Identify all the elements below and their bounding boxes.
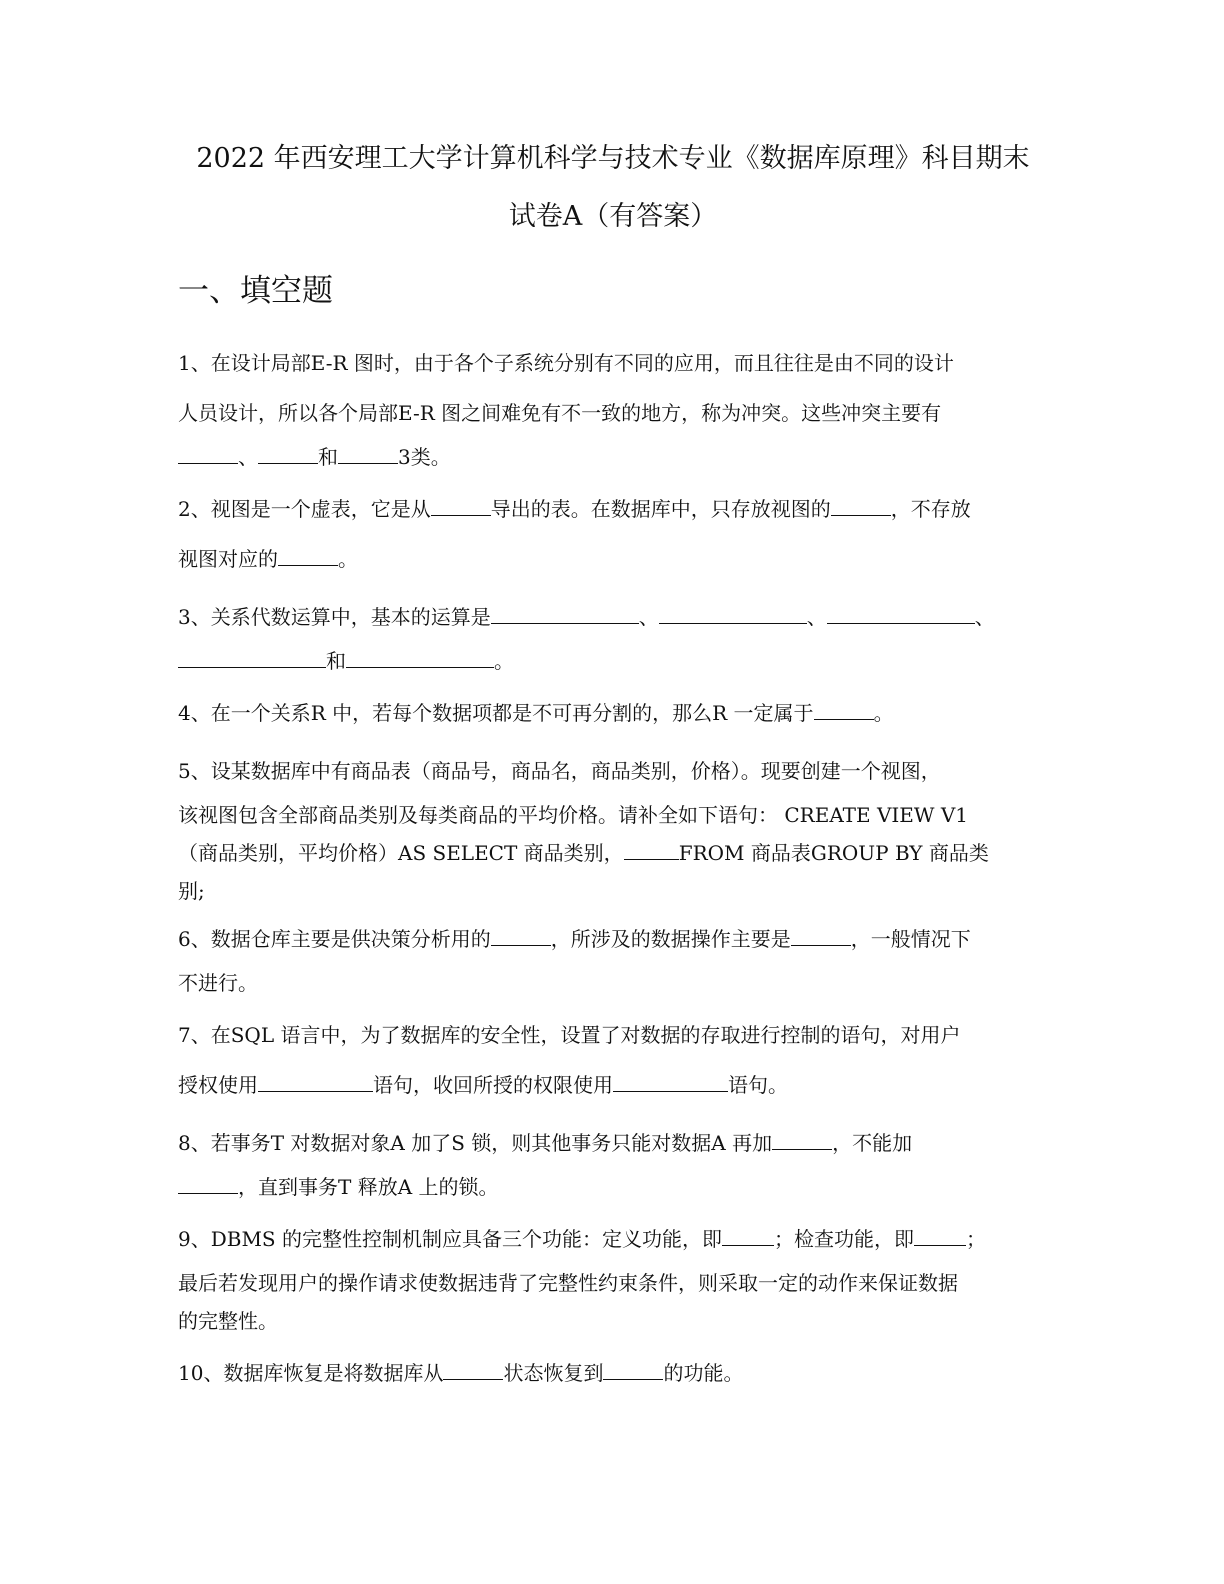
answer-blank[interactable]	[491, 927, 551, 946]
question-9: 9、DBMS 的完整性控制机制应具备三个功能：定义功能，即 ；检查功能，即 ； 最后若发现用户的操作请求使数据违背了完整性约束条件，则采取一定的动作来保证数据 的完整性。	[178, 1227, 986, 1333]
answer-blank[interactable]	[338, 445, 398, 464]
exam-title	[178, 130, 1048, 246]
answer-blank[interactable]	[814, 701, 874, 720]
question-6: 6、数据仓库主要是供决策分析用的 ，所涉及的数据操作主要是 ，一般情况下 不进行。	[178, 927, 971, 995]
answer-blank[interactable]	[258, 445, 318, 464]
answer-blank[interactable]	[659, 605, 807, 624]
answer-blank[interactable]	[827, 605, 975, 624]
answer-blank[interactable]	[346, 649, 494, 668]
answer-blank[interactable]	[722, 1227, 774, 1246]
answer-blank[interactable]	[831, 497, 891, 516]
answer-blank[interactable]	[613, 1073, 728, 1092]
question-4: 4、在一个关系R 中，若每个数据项都是不可再分割的，那么R 一定属于 。	[178, 701, 894, 725]
answer-blank[interactable]	[791, 927, 851, 946]
question-10: 10、数据库恢复是将数据库从 状态恢复到 的功能。	[178, 1361, 744, 1385]
answer-blank[interactable]	[178, 1175, 238, 1194]
answer-blank[interactable]	[178, 649, 326, 668]
answer-blank[interactable]	[443, 1361, 503, 1380]
question-3: 3、关系代数运算中，基本的运算是 、 、 、 和 。	[178, 605, 995, 673]
answer-blank[interactable]	[772, 1131, 832, 1150]
question-5: 5、设某数据库中有商品表（商品号，商品名，商品类别，价格）。现要创建一个视图， 该视图包含全部商品类别及每类商品的平均价格。请补全如下语句： CREATE VIEW V1 （商品类别，平均价格）AS SELECT 商品类别， FROM 商品表GROUP BY 商品类 别;	[178, 759, 989, 903]
answer-blank[interactable]	[278, 547, 338, 566]
section-heading: 一、填空题	[178, 273, 333, 309]
question-1: 1、在设计局部E-R 图时，由于各个子系统分别有不同的应用，而且往往是由不同的设计 人员设计，所以各个局部E-R 图之间难免有不一致的地方，称为冲突。这些冲突主要有 、 和 3类。	[178, 351, 954, 469]
exam-page	[178, 130, 1048, 1398]
answer-blank[interactable]	[603, 1361, 663, 1380]
question-8: 8、若事务T 对数据对象A 加了S 锁，则其他事务只能对数据A 再加 ，不能加 ，直到事务T 释放A 上的锁。	[178, 1131, 913, 1199]
answer-blank[interactable]	[624, 841, 679, 860]
title-line-1: 2022 年西安理工大学计算机科学与技术专业《数据库原理》科目期末	[196, 143, 1030, 174]
question-2: 2、视图是一个虚表，它是从 导出的表。在数据库中，只存放视图的 ，不存放 视图对应的 。	[178, 497, 971, 571]
answer-blank[interactable]	[178, 445, 238, 464]
answer-blank[interactable]	[491, 605, 639, 624]
answer-blank[interactable]	[914, 1227, 966, 1246]
answer-blank[interactable]	[431, 497, 491, 516]
question-7: 7、在SQL 语言中，为了数据库的安全性，设置了对数据的存取进行控制的语句，对用户 授权使用 语句，收回所授的权限使用 语句。	[178, 1023, 961, 1097]
answer-blank[interactable]	[258, 1073, 373, 1092]
title-line-2: 试卷A（有答案）	[508, 201, 718, 232]
